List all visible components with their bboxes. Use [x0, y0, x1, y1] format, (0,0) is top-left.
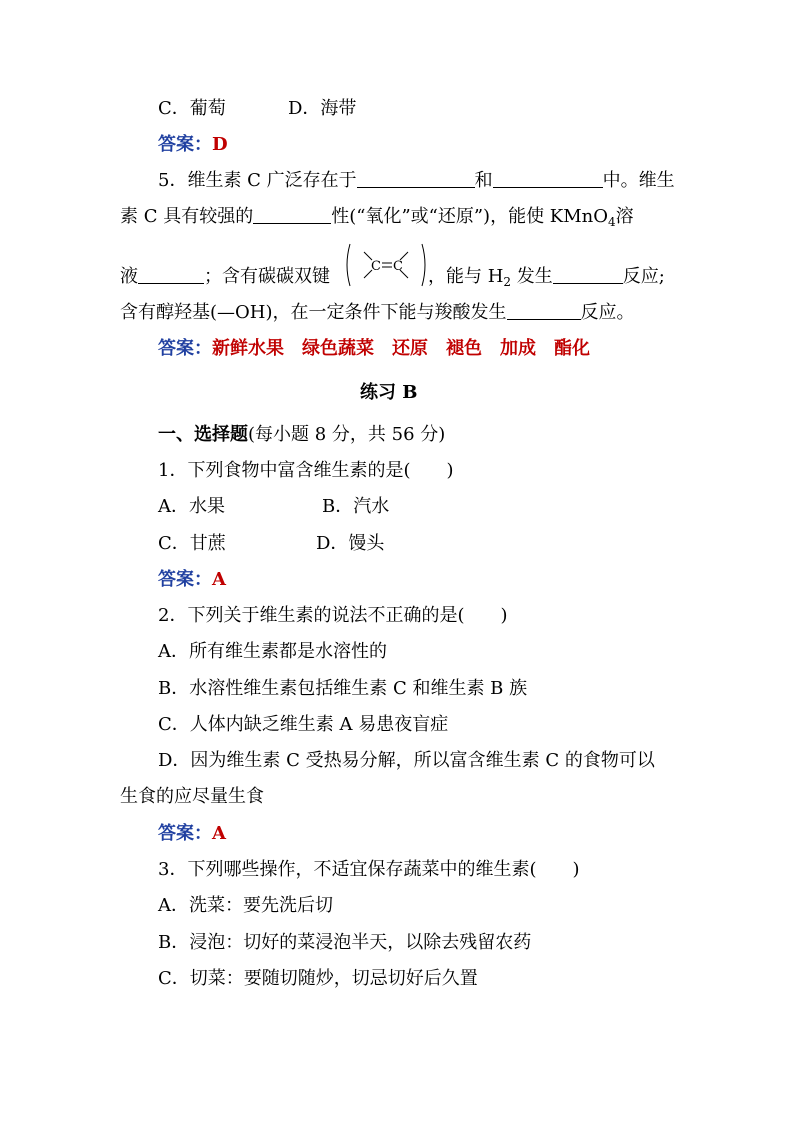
subscript: 4: [608, 215, 616, 229]
answer-row: [158, 132, 228, 158]
section-heading-row: [158, 422, 445, 448]
carbon-label: C: [371, 259, 381, 274]
answer-value: A: [212, 823, 226, 844]
double-bond-structure: [344, 240, 428, 290]
q1-answer-row: [158, 567, 226, 593]
answer-item: 褪色: [446, 338, 482, 359]
q5-text: 反应。: [580, 302, 635, 323]
q1-option-a: A．水果: [158, 496, 225, 517]
q5-text: 液: [120, 266, 138, 287]
answer-item: 新鲜水果: [212, 338, 284, 359]
answer-label: 答案：: [158, 823, 212, 844]
q5-text: 和: [474, 170, 493, 191]
q1-option-b: B．汽水: [322, 496, 390, 517]
q3-option-c: C．切菜：要随切随炒，切忌切好后久置: [158, 968, 478, 989]
q5-text: 素 C 具有较强的: [120, 206, 254, 227]
q3-stem: 3．下列哪些操作，不适宜保存蔬菜中的维生素( ): [158, 859, 580, 880]
q5-text: 中。维生: [602, 170, 675, 191]
q5-line-3: [120, 264, 330, 290]
option-c: C．葡萄: [158, 98, 226, 119]
q5-answer-row: [158, 336, 608, 362]
section-note: (每小题 8 分，共 56 分): [248, 424, 446, 445]
q5-text: 反应;: [622, 266, 665, 287]
q1-option-d: D．馒头: [316, 533, 385, 554]
q2-option-d-line1: D．因为维生素 C 受热易分解，所以富含维生素 C 的食物可以: [158, 750, 655, 771]
blank: [553, 265, 623, 284]
answer-value: A: [212, 569, 226, 590]
answer-item: 加成: [500, 338, 536, 359]
q3-option-a: A．洗菜：要先洗后切: [158, 895, 333, 916]
answer-item: 绿色蔬菜: [302, 338, 374, 359]
blank: [357, 169, 475, 188]
blank: [507, 301, 581, 320]
blank: [493, 169, 603, 188]
q5-line-4: [120, 300, 635, 326]
q2-answer-row: [158, 821, 226, 847]
q5-line-2: [120, 204, 634, 235]
subscript: 2: [503, 275, 512, 289]
answer-label: 答案：: [158, 134, 212, 155]
q5-text: ；含有碳碳双键: [204, 266, 330, 287]
q2-option-a: A．所有维生素都是水溶性的: [158, 641, 387, 662]
section-heading: 一、选择题: [158, 424, 248, 445]
q5-text: 发生: [511, 266, 553, 287]
answer-item: 酯化: [554, 338, 590, 359]
q5-text: 溶: [615, 206, 634, 227]
q2-option-d-line2: 生食的应尽量生食: [120, 786, 264, 807]
option-d: D．海带: [288, 98, 357, 119]
q5-text: 含有醇羟基(—OH)，在一定条件下能与羧酸发生: [120, 302, 507, 323]
q5-text: ，能与 H: [428, 266, 504, 287]
blank: [253, 205, 331, 224]
carbon-label: C: [393, 259, 403, 274]
q5-text: 性(“氧化”或“还原”)，能使 KMnO: [331, 206, 609, 227]
q2-option-b: B．水溶性维生素包括维生素 C 和维生素 B 族: [158, 678, 528, 699]
section-title: 练习 B: [360, 382, 418, 403]
answer-label: 答案：: [158, 569, 212, 590]
answer-label: 答案：: [158, 338, 212, 359]
q2-stem: 2．下列关于维生素的说法不正确的是( ): [158, 605, 508, 626]
q2-option-c: C．人体内缺乏维生素 A 易患夜盲症: [158, 714, 449, 735]
q1-stem: 1．下列食物中富含维生素的是( ): [158, 460, 454, 481]
q3-option-b: B．浸泡：切好的菜浸泡半天，以除去残留农药: [158, 932, 532, 953]
q1-option-c: C．甘蔗: [158, 533, 226, 554]
q5-line-1: [158, 168, 675, 194]
blank: [138, 265, 204, 284]
answer-value: D: [212, 134, 228, 155]
q5-line-3b: [428, 264, 665, 295]
q5-text: 5．维生素 C 广泛存在于: [158, 170, 357, 191]
answer-item: 还原: [392, 338, 428, 359]
